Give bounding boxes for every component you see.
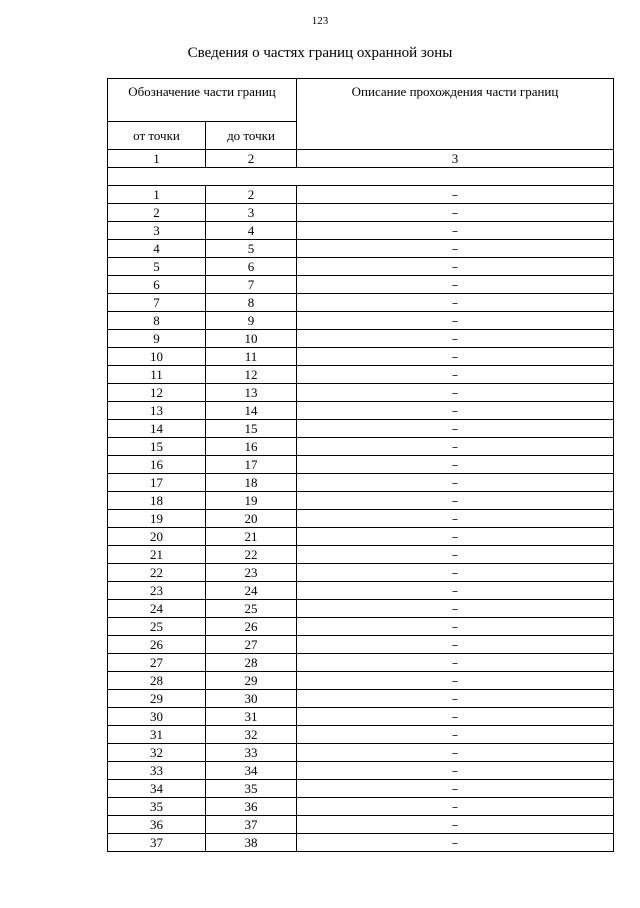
cell-to: 11 <box>206 348 297 366</box>
cell-to: 3 <box>206 204 297 222</box>
boundary-table <box>107 78 614 852</box>
cell-from: 11 <box>108 366 206 384</box>
table-row <box>108 798 614 816</box>
cell-description: – <box>297 294 614 312</box>
cell-description: – <box>297 834 614 852</box>
table-row <box>108 726 614 744</box>
cell-from: 17 <box>108 474 206 492</box>
table-row <box>108 564 614 582</box>
cell-from: 21 <box>108 546 206 564</box>
cell-from: 33 <box>108 762 206 780</box>
cell-to: 19 <box>206 492 297 510</box>
cell-to: 23 <box>206 564 297 582</box>
cell-to: 15 <box>206 420 297 438</box>
cell-description: – <box>297 708 614 726</box>
cell-to: 16 <box>206 438 297 456</box>
table-header-row <box>108 79 614 122</box>
table-row <box>108 384 614 402</box>
cell-to: 27 <box>206 636 297 654</box>
cell-to: 5 <box>206 240 297 258</box>
cell-from: 31 <box>108 726 206 744</box>
table-row <box>108 420 614 438</box>
cell-to: 13 <box>206 384 297 402</box>
cell-description: – <box>297 636 614 654</box>
cell-from: 15 <box>108 438 206 456</box>
cell-to: 20 <box>206 510 297 528</box>
cell-to: 22 <box>206 546 297 564</box>
cell-description: – <box>297 240 614 258</box>
cell-from: 12 <box>108 384 206 402</box>
cell-to: 28 <box>206 654 297 672</box>
cell-from: 8 <box>108 312 206 330</box>
table-row <box>108 294 614 312</box>
cell-description: – <box>297 780 614 798</box>
cell-description: – <box>297 546 614 564</box>
cell-to: 18 <box>206 474 297 492</box>
table-row <box>108 762 614 780</box>
cell-description: – <box>297 420 614 438</box>
cell-from: 18 <box>108 492 206 510</box>
cell-from: 16 <box>108 456 206 474</box>
cell-to: 32 <box>206 726 297 744</box>
cell-description: – <box>297 816 614 834</box>
table-row <box>108 474 614 492</box>
header-description: Описание прохождения части границ <box>297 79 614 150</box>
cell-from: 20 <box>108 528 206 546</box>
cell-to: 12 <box>206 366 297 384</box>
table-row <box>108 780 614 798</box>
cell-from: 4 <box>108 240 206 258</box>
table-row <box>108 276 614 294</box>
cell-to: 37 <box>206 816 297 834</box>
cell-description: – <box>297 258 614 276</box>
cell-from: 22 <box>108 564 206 582</box>
header-from: от точки <box>108 122 206 150</box>
table-row <box>108 528 614 546</box>
cell-to: 7 <box>206 276 297 294</box>
cell-description: – <box>297 690 614 708</box>
table-row <box>108 618 614 636</box>
cell-from: 14 <box>108 420 206 438</box>
cell-to: 21 <box>206 528 297 546</box>
cell-to: 17 <box>206 456 297 474</box>
cell-description: – <box>297 222 614 240</box>
cell-from: 30 <box>108 708 206 726</box>
table-row <box>108 402 614 420</box>
cell-from: 24 <box>108 600 206 618</box>
table-row <box>108 582 614 600</box>
cell-to: 31 <box>206 708 297 726</box>
table-row <box>108 834 614 852</box>
empty-cell <box>108 168 614 186</box>
cell-description: – <box>297 762 614 780</box>
table-row <box>108 690 614 708</box>
cell-to: 36 <box>206 798 297 816</box>
cell-from: 3 <box>108 222 206 240</box>
cell-from: 2 <box>108 204 206 222</box>
header-to: до точки <box>206 122 297 150</box>
cell-description: – <box>297 348 614 366</box>
cell-from: 6 <box>108 276 206 294</box>
table-row <box>108 204 614 222</box>
cell-to: 10 <box>206 330 297 348</box>
cell-to: 29 <box>206 672 297 690</box>
table-row <box>108 708 614 726</box>
table-row <box>108 330 614 348</box>
table-row <box>108 312 614 330</box>
empty-row <box>108 168 614 186</box>
column-number: 3 <box>297 150 614 168</box>
cell-from: 7 <box>108 294 206 312</box>
page-number: 123 <box>311 15 329 27</box>
table-row <box>108 744 614 762</box>
cell-to: 33 <box>206 744 297 762</box>
table-row <box>108 510 614 528</box>
cell-from: 36 <box>108 816 206 834</box>
cell-from: 29 <box>108 690 206 708</box>
cell-description: – <box>297 204 614 222</box>
cell-description: – <box>297 510 614 528</box>
cell-from: 26 <box>108 636 206 654</box>
cell-description: – <box>297 744 614 762</box>
page-title: Сведения о частях границ охранной зоны <box>187 45 453 61</box>
cell-description: – <box>297 528 614 546</box>
cell-description: – <box>297 726 614 744</box>
cell-to: 26 <box>206 618 297 636</box>
cell-from: 35 <box>108 798 206 816</box>
cell-description: – <box>297 474 614 492</box>
table-row <box>108 240 614 258</box>
cell-description: – <box>297 402 614 420</box>
table-row <box>108 654 614 672</box>
cell-description: – <box>297 186 614 204</box>
cell-description: – <box>297 600 614 618</box>
cell-to: 24 <box>206 582 297 600</box>
table-row <box>108 672 614 690</box>
column-numbers-row <box>108 150 614 168</box>
cell-from: 1 <box>108 186 206 204</box>
cell-from: 34 <box>108 780 206 798</box>
cell-description: – <box>297 366 614 384</box>
cell-description: – <box>297 492 614 510</box>
cell-to: 6 <box>206 258 297 276</box>
table-row <box>108 546 614 564</box>
cell-from: 25 <box>108 618 206 636</box>
column-number: 2 <box>206 150 297 168</box>
cell-to: 38 <box>206 834 297 852</box>
cell-to: 30 <box>206 690 297 708</box>
cell-description: – <box>297 312 614 330</box>
table-row <box>108 348 614 366</box>
cell-to: 25 <box>206 600 297 618</box>
cell-from: 10 <box>108 348 206 366</box>
cell-from: 19 <box>108 510 206 528</box>
cell-description: – <box>297 456 614 474</box>
cell-from: 23 <box>108 582 206 600</box>
table-row <box>108 636 614 654</box>
table-row <box>108 492 614 510</box>
cell-description: – <box>297 384 614 402</box>
cell-from: 28 <box>108 672 206 690</box>
cell-from: 32 <box>108 744 206 762</box>
cell-to: 8 <box>206 294 297 312</box>
table-row <box>108 366 614 384</box>
cell-description: – <box>297 330 614 348</box>
cell-to: 34 <box>206 762 297 780</box>
cell-from: 5 <box>108 258 206 276</box>
header-designation: Обозначение части границ <box>108 79 297 122</box>
cell-to: 2 <box>206 186 297 204</box>
cell-description: – <box>297 438 614 456</box>
column-number: 1 <box>108 150 206 168</box>
cell-to: 4 <box>206 222 297 240</box>
cell-to: 9 <box>206 312 297 330</box>
table-row <box>108 438 614 456</box>
cell-description: – <box>297 276 614 294</box>
table-row <box>108 258 614 276</box>
table-row <box>108 456 614 474</box>
table-row <box>108 186 614 204</box>
cell-to: 14 <box>206 402 297 420</box>
cell-from: 9 <box>108 330 206 348</box>
cell-description: – <box>297 672 614 690</box>
cell-from: 13 <box>108 402 206 420</box>
cell-description: – <box>297 654 614 672</box>
cell-from: 37 <box>108 834 206 852</box>
cell-description: – <box>297 564 614 582</box>
table-row <box>108 600 614 618</box>
cell-description: – <box>297 798 614 816</box>
cell-description: – <box>297 618 614 636</box>
cell-to: 35 <box>206 780 297 798</box>
cell-description: – <box>297 582 614 600</box>
table-row <box>108 816 614 834</box>
cell-from: 27 <box>108 654 206 672</box>
table-row <box>108 222 614 240</box>
